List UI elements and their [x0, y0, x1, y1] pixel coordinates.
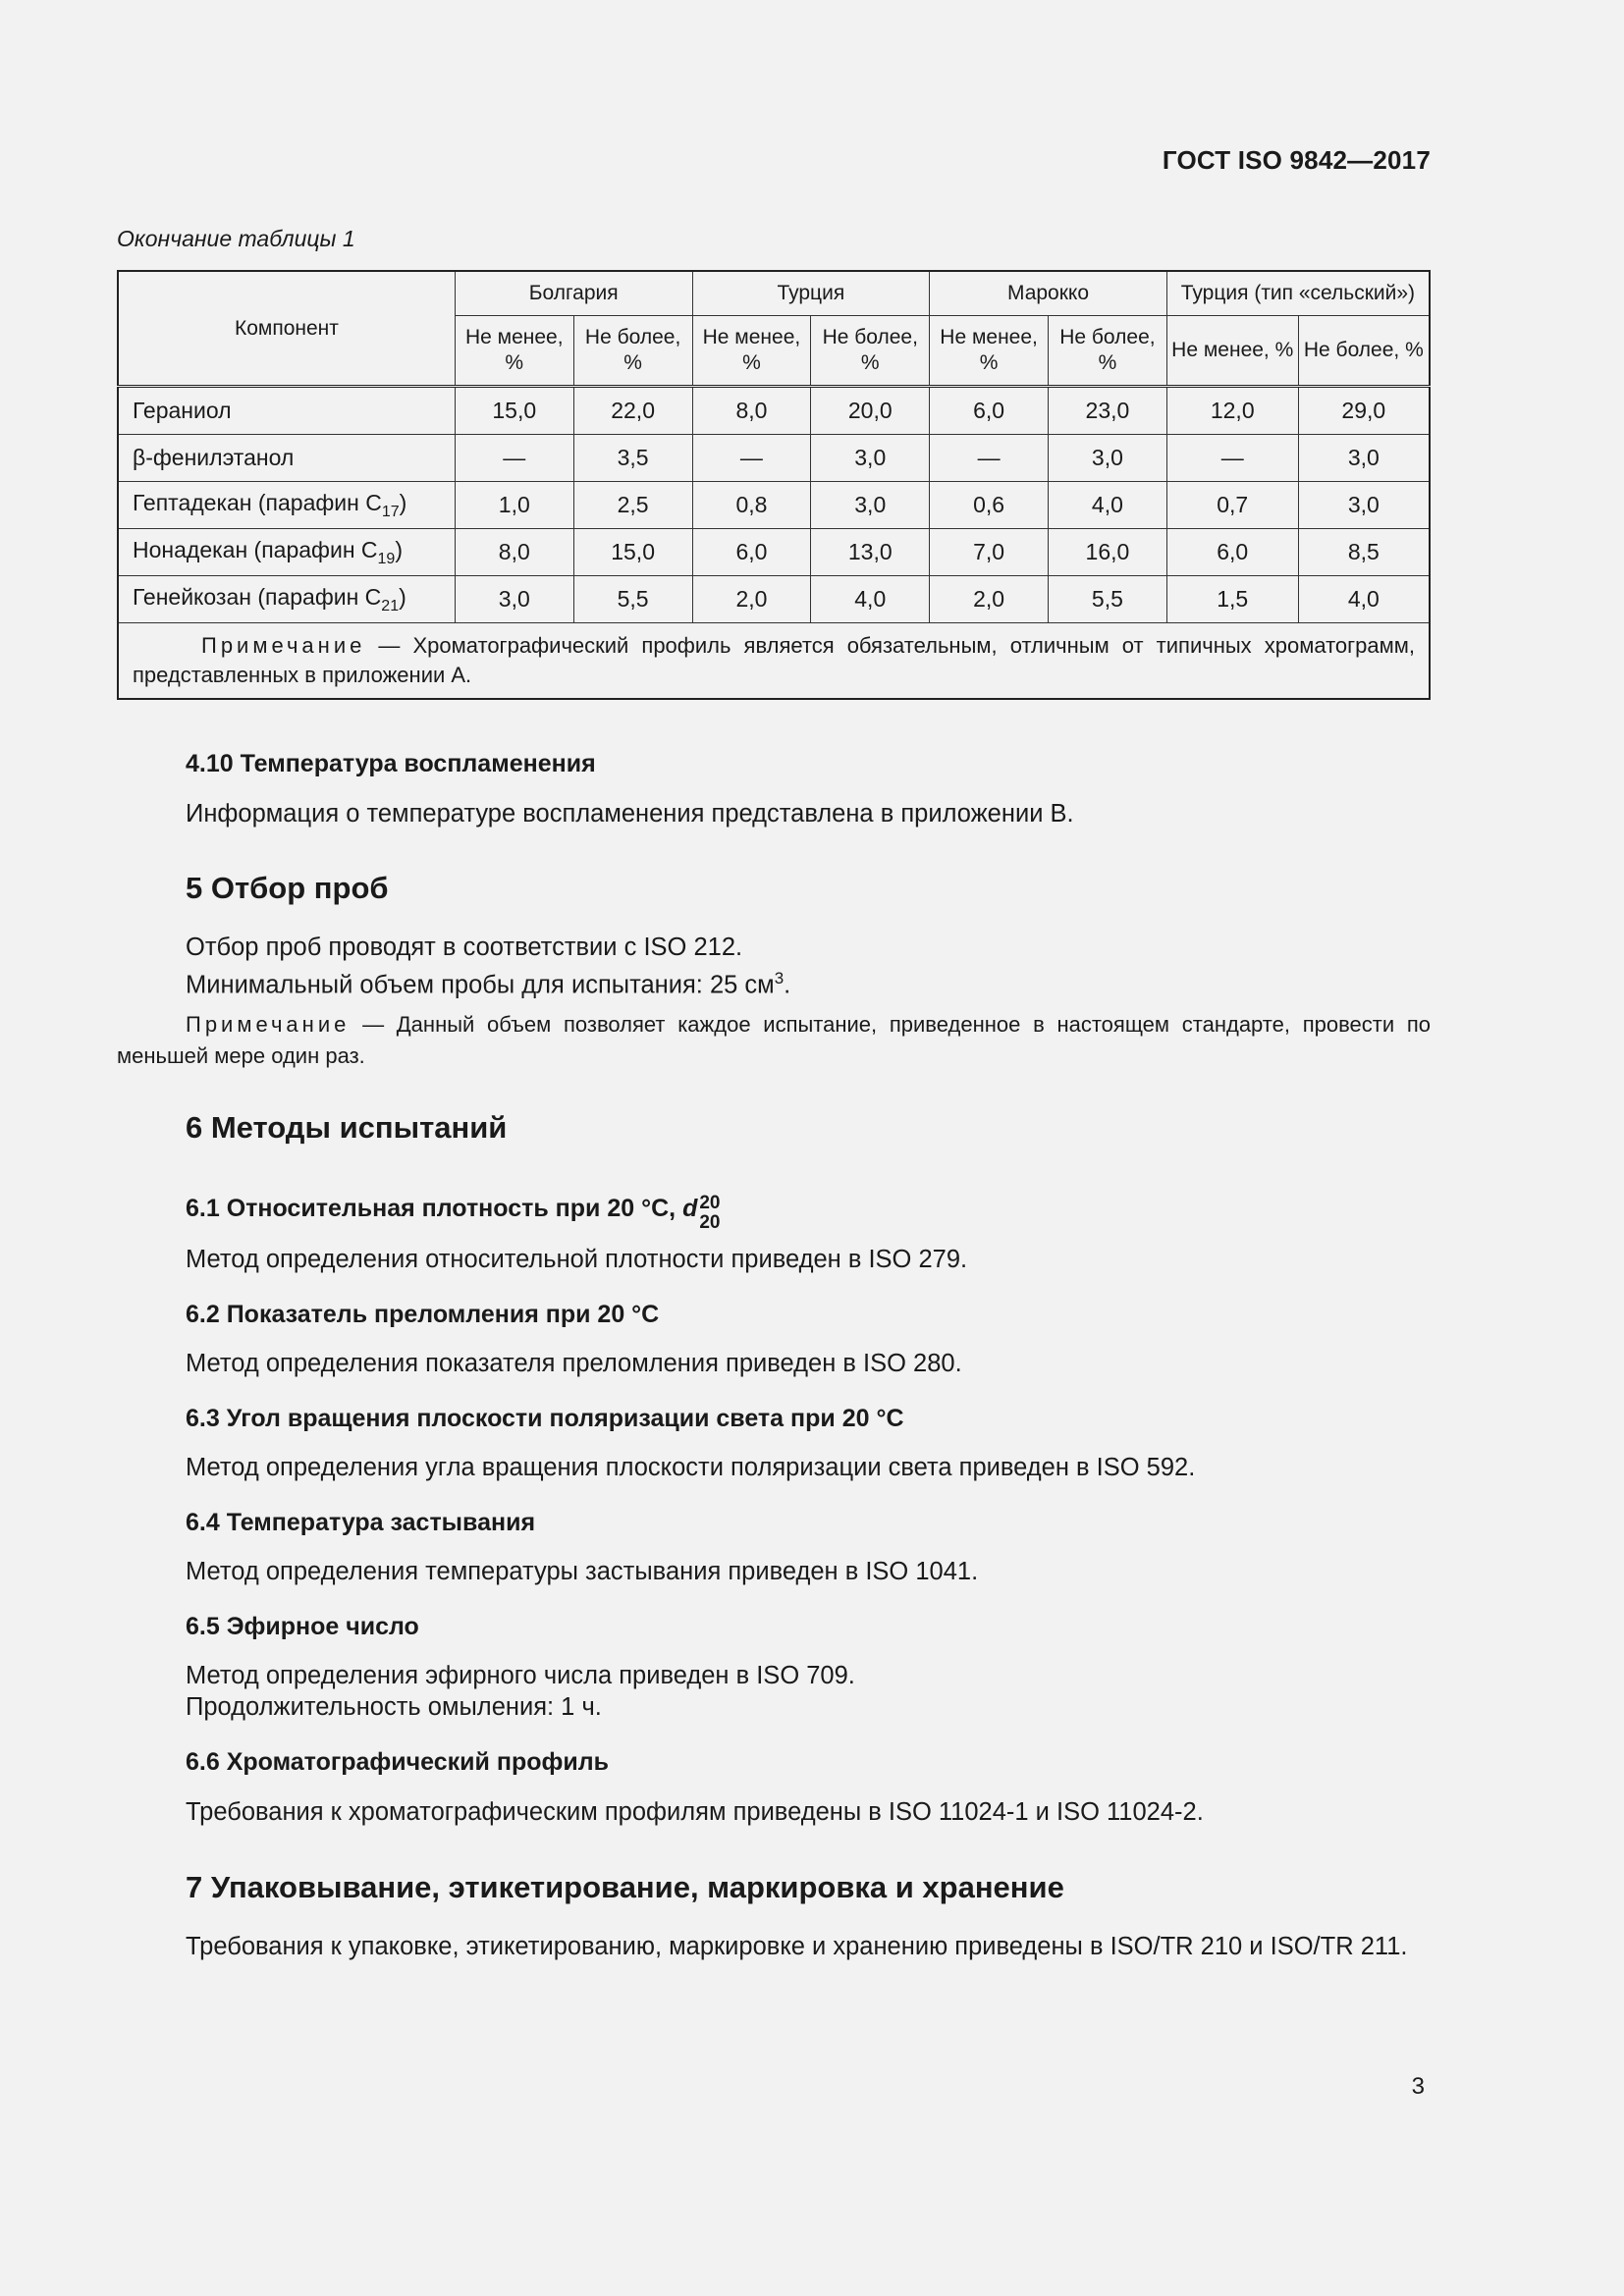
table-cell: 8,5: [1298, 529, 1430, 576]
table-cell: 15,0: [455, 387, 573, 435]
component-name: Гептадекан (парафин $C_{17}$): [118, 482, 455, 529]
paragraph: Метод определения показателя преломления приведен в ISO 280.: [186, 1350, 962, 1377]
note-label: Примечание: [186, 1012, 351, 1037]
component-header: Компонент: [118, 271, 455, 387]
section-heading: 6.1 Относительная плотность при 20 °С, d 20 20: [186, 1193, 721, 1233]
document-code: ГОСТ ISO 9842—2017: [1162, 145, 1431, 175]
component-name: β-фенилэтанол: [118, 435, 455, 482]
note-label: Примечание: [201, 633, 366, 658]
section-heading: 4.10 Температура воспламенения: [186, 750, 596, 777]
table-cell: 16,0: [1049, 529, 1167, 576]
paragraph: Требования к хроматографическим профилям приведены в ISO 11024-1 и ISO 11024-2.: [186, 1798, 1204, 1826]
section-heading: 5 Отбор проб: [186, 871, 389, 905]
note: [117, 1009, 1431, 1072]
paragraph: Требования к упаковке, этикетированию, маркировке и хранению приведены в ISO/TR 210 и ISO/TR 211.: [186, 1933, 1408, 1960]
table-cell: 3,0: [455, 576, 573, 623]
section-heading: 6.6 Хроматографический профиль: [186, 1748, 609, 1776]
section-heading: 6.4 Температура застывания: [186, 1509, 536, 1536]
table-cell: 4,0: [811, 576, 930, 623]
origin-header: Турция (тип «сельский»): [1166, 271, 1430, 316]
composition-table: [117, 270, 1431, 700]
table-cell: 29,0: [1298, 387, 1430, 435]
table-row: [118, 529, 1430, 576]
min-header: Не менее, %: [692, 316, 811, 387]
table-row: [118, 576, 1430, 623]
table-cell: 2,0: [692, 576, 811, 623]
table-cell: 8,0: [692, 387, 811, 435]
table-cell: 22,0: [573, 387, 692, 435]
section-heading: 6.3 Угол вращения плоскости поляризации света при 20 °С: [186, 1405, 904, 1432]
table-row: [118, 435, 1430, 482]
table-cell: 6,0: [930, 387, 1049, 435]
table-cell: 3,5: [573, 435, 692, 482]
table-cell: —: [455, 435, 573, 482]
table-cell: 1,5: [1166, 576, 1298, 623]
origin-header: Марокко: [930, 271, 1167, 316]
table-cell: 23,0: [1049, 387, 1167, 435]
component-name: Генейкозан (парафин $C_{21}$): [118, 576, 455, 623]
section-heading: 6.2 Показатель преломления при 20 °С: [186, 1301, 660, 1328]
table-cell: 0,8: [692, 482, 811, 529]
table-caption: Окончание таблицы 1: [117, 226, 355, 251]
paragraph: Метод определения температуры застывания приведен в ISO 1041.: [186, 1558, 979, 1585]
paragraph: Продолжительность омыления: 1 ч.: [186, 1693, 602, 1721]
table-cell: 2,5: [573, 482, 692, 529]
min-header: Не менее, %: [1166, 316, 1298, 387]
paragraph: Минимальный объем пробы для испытания: 25 $см^3$.: [186, 969, 791, 999]
paragraph: Метод определения эфирного числа приведен в ISO 709.: [186, 1662, 855, 1689]
table-cell: 15,0: [573, 529, 692, 576]
min-header: Не менее, %: [455, 316, 573, 387]
table-cell: 4,0: [1298, 576, 1430, 623]
paragraph: Метод определения угла вращения плоскости поляризации света приведен в ISO 592.: [186, 1454, 1196, 1481]
note-text: — Данный объем позволяет каждое испытание, приведенное в настоящем стандарте, провести по меньшей мере один раз.: [117, 1012, 1431, 1068]
table-cell: 4,0: [1049, 482, 1167, 529]
section-heading: 6.5 Эфирное число: [186, 1613, 419, 1640]
component-name: Нонадекан (парафин $C_{19}$): [118, 529, 455, 576]
table-cell: 12,0: [1166, 387, 1298, 435]
table-note: [118, 623, 1430, 700]
table-cell: 3,0: [1298, 435, 1430, 482]
table-cell: 0,6: [930, 482, 1049, 529]
table-row: [118, 482, 1430, 529]
max-header: Не более, %: [573, 316, 692, 387]
table-cell: 3,0: [1049, 435, 1167, 482]
table-note-row: [118, 623, 1430, 700]
paragraph: Отбор проб проводят в соответствии с ISO 212.: [186, 934, 743, 961]
table-cell: 8,0: [455, 529, 573, 576]
origin-header: Болгария: [455, 271, 692, 316]
min-header: Не менее, %: [930, 316, 1049, 387]
table-cell: 1,0: [455, 482, 573, 529]
table-cell: 6,0: [1166, 529, 1298, 576]
table-cell: 7,0: [930, 529, 1049, 576]
max-header: Не более, %: [811, 316, 930, 387]
max-header: Не более, %: [1049, 316, 1167, 387]
component-name: Гераниол: [118, 387, 455, 435]
paragraph: Метод определения относительной плотности приведен в ISO 279.: [186, 1246, 968, 1273]
origin-header: Турция: [692, 271, 930, 316]
table-row: [118, 387, 1430, 435]
table-cell: 3,0: [811, 482, 930, 529]
table-cell: 5,5: [1049, 576, 1167, 623]
table-cell: 3,0: [811, 435, 930, 482]
page-number: 3: [1411, 2073, 1425, 2100]
section-heading: 6 Методы испытаний: [186, 1110, 508, 1145]
section-heading: 7 Упаковывание, этикетирование, маркировка и хранение: [186, 1870, 1064, 1904]
table-cell: 6,0: [692, 529, 811, 576]
table-cell: —: [930, 435, 1049, 482]
table-cell: —: [1166, 435, 1298, 482]
paragraph: Информация о температуре воспламенения представлена в приложении В.: [186, 800, 1074, 828]
note-text: — Хроматографический профиль является обязательным, отличным от типичных хроматограмм, представленных в приложении А.: [133, 633, 1415, 687]
table-cell: 13,0: [811, 529, 930, 576]
table-cell: 3,0: [1298, 482, 1430, 529]
table-cell: —: [692, 435, 811, 482]
table-cell: 20,0: [811, 387, 930, 435]
table-cell: 2,0: [930, 576, 1049, 623]
max-header: Не более, %: [1298, 316, 1430, 387]
table-cell: 5,5: [573, 576, 692, 623]
table-cell: 0,7: [1166, 482, 1298, 529]
